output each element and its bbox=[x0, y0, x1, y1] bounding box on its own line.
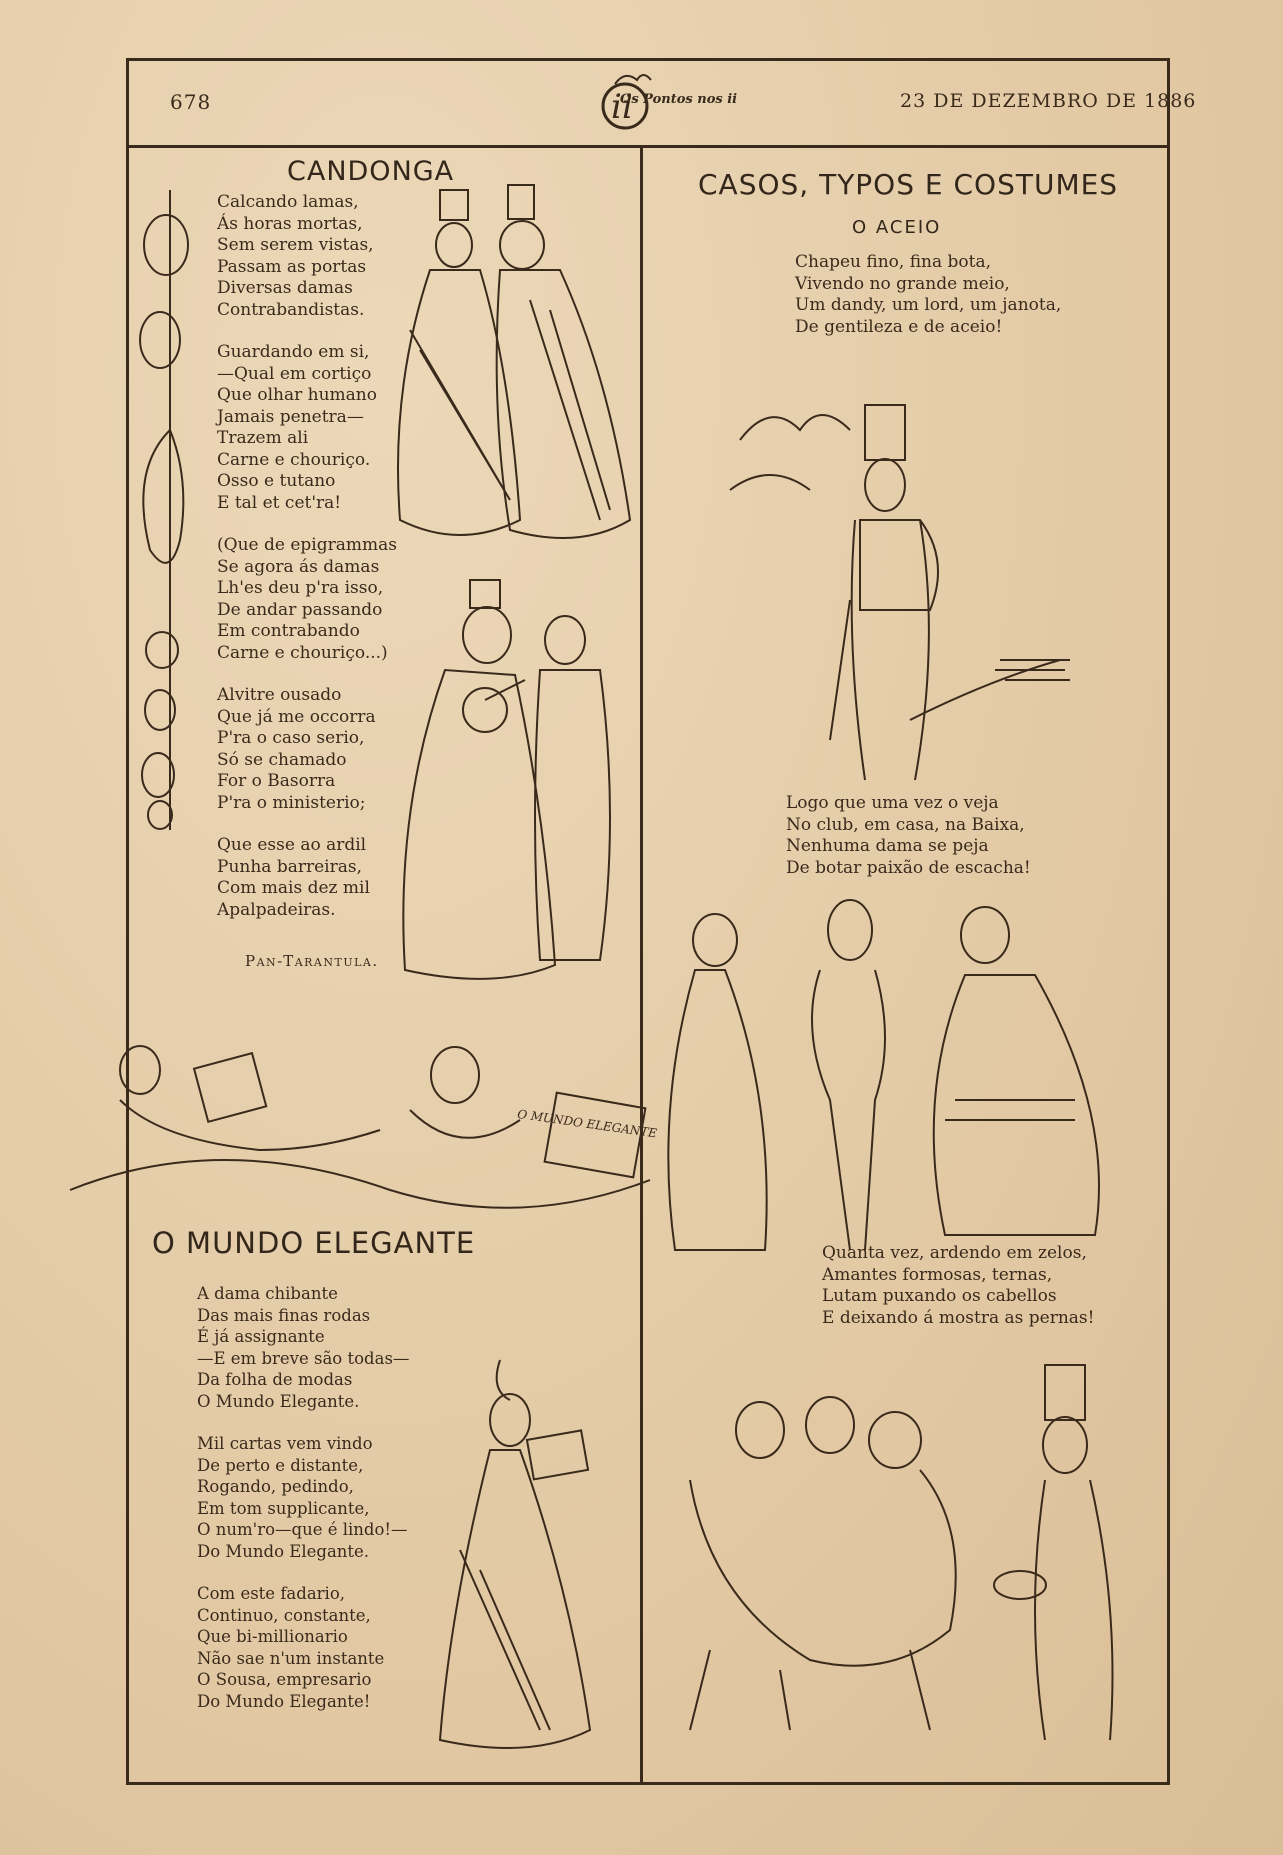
verse-line: Continuo, constante, bbox=[197, 1605, 371, 1625]
stanza bbox=[217, 835, 397, 921]
verse-line: Do Mundo Elegante! bbox=[197, 1691, 371, 1711]
lady-reading-illustration bbox=[420, 1350, 630, 1770]
verse-line: —E em breve são todas— bbox=[197, 1348, 410, 1368]
verse-line: Sem serem vistas, bbox=[217, 235, 374, 255]
casos-title: CASOS, TYPOS E COSTUMES bbox=[698, 168, 1119, 201]
verse-line: Não sae n'um instante bbox=[197, 1648, 385, 1668]
verse-line: É já assignante bbox=[197, 1327, 325, 1346]
verse-line: Rogando, pedindo, bbox=[197, 1477, 354, 1496]
aceio-subtitle: O ACEIO bbox=[852, 217, 942, 238]
aceio-stanza-2 bbox=[786, 793, 1031, 879]
verse-line: Da folha de modas bbox=[197, 1370, 353, 1389]
verse-line: Jamais penetra— bbox=[217, 406, 364, 427]
page-number: 678 bbox=[170, 90, 212, 114]
verse-line: Que olhar humano bbox=[217, 385, 377, 405]
verse-line: Apalpadeiras. bbox=[217, 899, 336, 920]
verse-line: Carne e chouriço. bbox=[217, 449, 371, 470]
stanza bbox=[197, 1433, 409, 1562]
verse-line: Quanta vez, ardendo em zelos, bbox=[822, 1243, 1087, 1263]
verse-line: —Qual em cortiço bbox=[217, 363, 372, 384]
mundo-title: O MUNDO ELEGANTE bbox=[152, 1226, 476, 1260]
verse-line: Contrabandistas. bbox=[217, 299, 365, 320]
candonga-author: Pan-Tarantula. bbox=[245, 952, 379, 970]
verse-line: Amantes formosas, ternas, bbox=[822, 1264, 1053, 1285]
verse-line: Das mais finas rodas bbox=[197, 1305, 371, 1325]
dandy-smoking-illustration bbox=[720, 360, 1080, 780]
verse-line: Só se chamado bbox=[217, 749, 347, 770]
verse-line: Carne e chouriço...) bbox=[217, 642, 388, 663]
verse-line: O Sousa, empresario bbox=[197, 1670, 372, 1689]
verse-line: Punha barreiras, bbox=[217, 856, 362, 877]
verse-line: A dama chibante bbox=[197, 1284, 338, 1303]
verse-line: Que esse ao ardil bbox=[217, 835, 367, 855]
verse-line: Lutam puxando os cabellos bbox=[822, 1286, 1057, 1306]
verse-line: Se agora ás damas bbox=[217, 556, 380, 577]
verse-line: Em contrabando bbox=[217, 621, 360, 641]
verse-line: Lh'es deu p'ra isso, bbox=[217, 578, 384, 598]
aceio-stanza-3 bbox=[822, 1243, 1094, 1329]
stanza bbox=[197, 1583, 409, 1712]
verse-line: O Mundo Elegante. bbox=[197, 1391, 360, 1411]
sausage-string-illustration bbox=[130, 190, 205, 840]
verse-line: Passam as portas bbox=[217, 256, 367, 277]
verse-line: De perto e distante, bbox=[197, 1455, 364, 1475]
candonga-title: CANDONGA bbox=[287, 156, 455, 187]
stanza bbox=[197, 1283, 409, 1412]
verse-line: Que bi-millionario bbox=[197, 1627, 348, 1646]
mundo-poem bbox=[197, 1283, 409, 1733]
verse-line: E tal et cet'ra! bbox=[217, 492, 342, 513]
verse-line: Do Mundo Elegante. bbox=[197, 1541, 370, 1561]
verse-line: Logo que uma vez o veja bbox=[786, 793, 999, 813]
verse-line: Diversas damas bbox=[217, 278, 353, 298]
verse-line: Mil cartas vem vindo bbox=[197, 1434, 373, 1453]
verse-line: Guardando em si, bbox=[217, 342, 370, 362]
verse-line: Vivendo no grande meio, bbox=[795, 273, 1010, 294]
aceio-stanza-1 bbox=[795, 252, 1061, 338]
stanza bbox=[217, 535, 397, 664]
verse-line: De gentileza e de aceio! bbox=[795, 316, 1003, 337]
verse-line: Em tom supplicante, bbox=[197, 1498, 370, 1518]
verse-line: Nenhuma dama se peja bbox=[786, 836, 989, 856]
verse-line: Osso e tutano bbox=[217, 471, 336, 491]
header-rule bbox=[126, 145, 1170, 148]
verse-line: Que já me occorra bbox=[217, 706, 376, 727]
verse-line: P'ra o caso serio, bbox=[217, 728, 365, 748]
verse-line: No club, em casa, na Baixa, bbox=[786, 814, 1025, 835]
verse-line: For o Basorra bbox=[217, 771, 336, 791]
verse-line: Alvitre ousado bbox=[217, 685, 342, 705]
verse-line: De andar passando bbox=[217, 599, 383, 620]
verse-line: Um dandy, um lord, um janota, bbox=[795, 295, 1062, 315]
verse-line: Calcando lamas, bbox=[217, 192, 359, 212]
verse-line: Com mais dez mil bbox=[217, 878, 370, 898]
stanza bbox=[217, 685, 397, 814]
column-divider bbox=[640, 145, 643, 1785]
issue-date: 23 DE DEZEMBRO DE 1886 bbox=[900, 90, 1197, 112]
newspaper-sign bbox=[510, 1102, 658, 1152]
verse-line: O num'ro—que é lindo!— bbox=[197, 1520, 408, 1539]
verse-line: Com este fadario, bbox=[197, 1584, 346, 1603]
verse-line: P'ra o ministerio; bbox=[217, 792, 366, 813]
inspection-illustration bbox=[375, 560, 630, 980]
two-ladies-illustration bbox=[370, 150, 640, 550]
verse-line: Trazem ali bbox=[217, 428, 309, 448]
verse-line: (Que de epigrammas bbox=[217, 535, 397, 555]
dandy-and-ladies-illustration bbox=[655, 880, 1170, 1260]
verse-line: De botar paixão de escacha! bbox=[786, 857, 1031, 878]
verse-line: Chapeu fino, fina bota, bbox=[795, 252, 992, 272]
verse-line: E deixando á mostra as pernas! bbox=[822, 1307, 1095, 1328]
verse-line: Ás horas mortas, bbox=[217, 213, 363, 234]
sign-text: O MUNDO ELEGANTE bbox=[516, 1107, 658, 1141]
svg-text:ii: ii bbox=[611, 87, 633, 127]
masthead-title: Os Pontos nos ii bbox=[620, 92, 738, 107]
ladies-fighting-illustration bbox=[650, 1350, 1170, 1750]
